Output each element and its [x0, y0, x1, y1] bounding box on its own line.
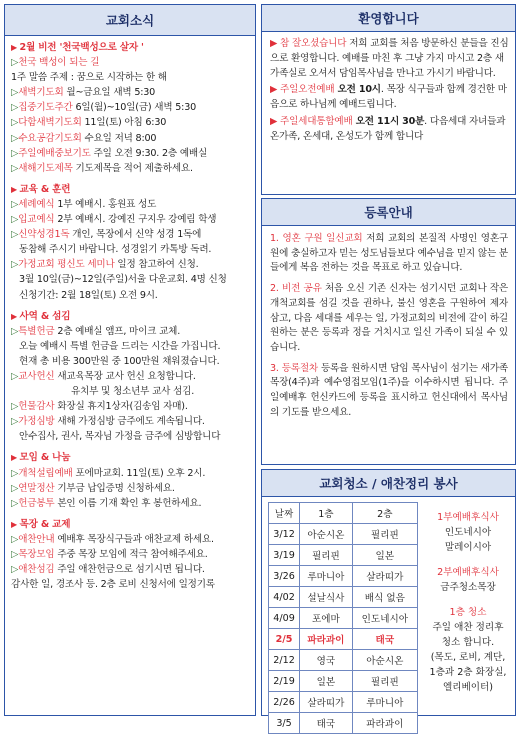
table-row: [269, 608, 418, 629]
cleaning-note-line: 금주청소목장: [440, 582, 496, 593]
table-cell: 일본: [300, 671, 353, 692]
table-cell: 3/19: [269, 545, 300, 566]
table-cell: 4/02: [269, 587, 300, 608]
news-label: 가정교회 평신도 세미나: [18, 259, 115, 271]
welcome-text: . 목장 식구들과 함께 경건한 마음으로 하나님께 예배드립니다.: [270, 84, 507, 111]
news-label: 목장모임: [18, 549, 55, 560]
section-heading-text: 사역 & 섬김: [19, 310, 71, 322]
news-line: [11, 354, 251, 369]
table-row: [269, 650, 418, 671]
news-text: 주중 목장 모임에 적극 참여해주세요.: [54, 549, 208, 560]
table-cell: 아순시온: [300, 524, 353, 545]
cleaning-title: 교회청소 / 애찬정리 봉사: [262, 470, 515, 497]
welcome-item: [270, 37, 510, 81]
cleaning-note-line: 청소 합니다.: [441, 637, 495, 648]
news-line: [11, 399, 251, 414]
news-text: 신청기간: 2월 18일(토) 오전 9시.: [19, 289, 158, 301]
news-label: 교사헌신: [18, 370, 55, 382]
news-text: 주일 애찬헌금으로 섬기시면 됩니다.: [54, 564, 205, 576]
table-header-cell: 2층: [352, 503, 417, 524]
registration-text: 처음 오신 기존 신자는 섬기시던 교회나 작은 개척교회를 섬길 것을 권하나, 불신 영혼을 구원하여 제자 삼고, 다음 세대를 세우는 일, 가정교회의 비전에 같이 하길 원하는 분은 등록과 정을 거치시고 일신 가족이 되실 수 있습니다.: [270, 283, 508, 353]
news-line: [11, 324, 251, 339]
arrow-icon: ▷: [11, 57, 19, 69]
news-text: 오늘 예배시 특별 헌금을 드리는 시간을 가집니다.: [19, 340, 221, 352]
table-cell: 3/12: [269, 524, 300, 545]
news-line: [11, 212, 251, 227]
news-text: 안수집사, 권사, 목자님 가정을 금주에 심방합니다: [19, 431, 221, 443]
arrow-icon: ▷: [11, 497, 19, 509]
news-text: 새해 가정심방 금주에도 계속됩니다.: [54, 416, 205, 428]
news-line: [11, 562, 251, 577]
cleaning-note-line: 주일 애찬 정리후: [432, 622, 504, 633]
news-label: 신약성경1독: [18, 229, 70, 241]
table-cell: 필리핀: [300, 545, 353, 566]
news-line: [11, 100, 251, 115]
table-row: [269, 692, 418, 713]
triangle-icon: ▶: [11, 519, 20, 529]
news-text: 예배후 목장식구들과 애찬교제 하세요.: [54, 533, 214, 545]
news-label: 세례예식: [18, 198, 55, 210]
triangle-icon: ▶: [270, 38, 281, 49]
news-text: 감사한 일, 경조사 등. 2층 로비 신청서에 일정기록: [11, 579, 215, 591]
church-news-panel: [4, 4, 256, 716]
news-text: 월~금요일 새벽 5:30: [63, 87, 156, 99]
table-cell: 파라과이: [352, 713, 417, 734]
arrow-icon: ▷: [11, 416, 19, 428]
table-cell: 태국: [352, 629, 417, 650]
news-line: [11, 547, 251, 562]
registration-label: 1. 영혼 구원 일신교회: [270, 233, 363, 244]
arrow-icon: ▷: [11, 162, 19, 174]
news-line: [11, 339, 251, 354]
news-line: [11, 146, 251, 161]
table-cell: 영국: [300, 650, 353, 671]
news-text: 동참해 주시기 바랍니다. 성경읽기 카톡방 독려.: [19, 244, 212, 256]
news-label: 새벽기도회: [18, 87, 64, 99]
news-label: 수요공감기도회: [18, 132, 82, 144]
news-text: 1주 말씀 주제 : 꿈으로 시작하는 한 해: [11, 72, 167, 84]
table-row: [269, 713, 418, 734]
section-heading-text: 교육 & 훈련: [19, 183, 71, 195]
cleaning-note-line: 말레이시아: [444, 542, 492, 553]
arrow-icon: ▷: [11, 147, 19, 159]
cleaning-note-line: 인도네시아: [444, 527, 492, 538]
cleaning-schedule-table: [268, 502, 418, 734]
news-label: 주일예배중보기도: [18, 147, 91, 159]
section-heading: [11, 450, 251, 465]
news-label: 애찬안내: [18, 533, 55, 545]
welcome-label: 주일세대통합예배: [280, 115, 353, 127]
news-text: 기부금 납입증명 신청하세요.: [54, 482, 175, 494]
news-text: 수요일 저녁 8:00: [81, 132, 157, 144]
news-text: 포에마교회. 11일(토) 오후 2시.: [72, 467, 206, 479]
cleaning-panel: [261, 469, 516, 730]
news-line: [11, 532, 251, 547]
news-text: 개인, 목장에서 신약 성경 1독에: [69, 229, 202, 241]
cleaning-notes: [423, 502, 513, 710]
arrow-icon: ▷: [11, 564, 19, 576]
table-cell: 설날식사: [300, 587, 353, 608]
cleaning-note-title: 1부예배후식사: [437, 512, 499, 523]
arrow-icon: ▷: [11, 549, 19, 560]
cleaning-note-title: 2부예배후식사: [437, 567, 499, 578]
table-row: [269, 587, 418, 608]
table-cell: 필리핀: [352, 524, 417, 545]
section-heading: [11, 40, 251, 55]
table-cell: 2/5: [269, 629, 300, 650]
section-heading: [11, 309, 251, 324]
news-label: 입교예식: [18, 214, 55, 226]
arrow-icon: ▷: [11, 102, 19, 114]
cleaning-note-line: (목도, 로비, 계단,: [430, 652, 506, 663]
arrow-icon: ▷: [11, 87, 19, 99]
news-text: 주일 오전 9:30. 2층 예배실: [90, 147, 208, 159]
news-line: [11, 429, 251, 444]
table-row: [269, 629, 418, 650]
news-text: 기도제목을 적어 제출하세요.: [72, 162, 193, 174]
table-cell: 2/19: [269, 671, 300, 692]
registration-text: 등록을 원하시면 담임 목사님이 섬기는 새가족목장(4주)과 예수영접모임(1주)을 이수하시면 됩니다. 주일예배후 헌신카드에 등록을 표시하고 헌신대에서 목사님의 기도를 받으세요.: [270, 362, 508, 418]
arrow-icon: ▷: [11, 401, 19, 413]
table-row: [269, 566, 418, 587]
triangle-icon: ▶: [270, 84, 281, 96]
news-line: [11, 70, 251, 85]
arrow-icon: ▷: [11, 198, 19, 210]
news-line: [11, 384, 251, 399]
registration-title: 등록안내: [262, 199, 515, 226]
registration-label: 3. 등록절차: [270, 362, 318, 374]
church-news-content: [5, 36, 255, 592]
arrow-icon: ▷: [11, 229, 19, 241]
news-text: 3월 10일(금)~12일(주일)서울 다운교회. 4명 신청: [19, 274, 227, 286]
news-label: 헌물감사: [18, 401, 55, 413]
table-cell: 살라띠가: [352, 566, 417, 587]
news-label: 특별헌금: [18, 325, 55, 337]
registration-panel: [261, 198, 516, 465]
news-text: 2부 예배시. 강예진 구지우 강예림 학생: [54, 214, 217, 226]
welcome-label: 주일오전예배: [280, 84, 335, 96]
table-header-cell: 1층: [300, 503, 353, 524]
welcome-text: 저희 교회를 처음 방문하신 분들을 진심으로 환영합니다. 예배를 마친 후 그냥 가지 마시고 2층 새가족실로 오셔서 담임목사님을 만나고 가시기 바랍니다.: [270, 38, 509, 79]
triangle-icon: ▶: [11, 453, 20, 463]
arrow-icon: ▷: [11, 533, 19, 545]
cleaning-note: [423, 565, 513, 595]
news-line: [11, 257, 251, 272]
news-line: [11, 227, 251, 242]
section-heading: [11, 517, 251, 532]
registration-item: [270, 362, 508, 421]
table-cell: 포에마: [300, 608, 353, 629]
arrow-icon: ▷: [11, 370, 19, 382]
table-cell: 루마니아: [300, 566, 353, 587]
news-label: 새해기도제목: [18, 162, 73, 174]
registration-content: [262, 226, 515, 420]
news-label: 헌금봉투: [18, 497, 55, 509]
welcome-title: 환영합니다: [262, 5, 515, 32]
news-label: 가정심방: [18, 416, 55, 428]
news-line: [11, 481, 251, 496]
arrow-icon: ▷: [11, 325, 19, 337]
triangle-icon: ▶: [11, 184, 20, 194]
table-header-row: [269, 503, 418, 524]
welcome-item: [270, 83, 510, 113]
news-label: 다함새벽기도회: [18, 117, 82, 129]
triangle-icon: ▶: [270, 115, 281, 127]
table-cell: 2/12: [269, 650, 300, 671]
cleaning-note: [423, 605, 513, 695]
arrow-icon: ▷: [11, 117, 19, 129]
news-text: 2층 예배실 앰프, 마이크 교체.: [54, 325, 181, 337]
news-line: [11, 369, 251, 384]
news-text: 현재 총 비용 300만원 중 100만원 채워졌습니다.: [19, 355, 220, 367]
welcome-panel: [261, 4, 516, 195]
welcome-text: . 다음세대 자녀들과 온가족, 온세대, 온성도가 함께 합니다: [270, 115, 506, 142]
registration-label: 2. 비전 공유: [270, 283, 322, 295]
table-cell: 배식 없음: [352, 587, 417, 608]
triangle-icon: ▶: [11, 43, 20, 52]
news-line: [11, 161, 251, 176]
table-cell: 살라띠가: [300, 692, 353, 713]
table-cell: 4/09: [269, 608, 300, 629]
table-row: [269, 671, 418, 692]
table-row: [269, 524, 418, 545]
church-news-title: 교회소식: [5, 5, 255, 36]
news-text: 6일(월)~10일(금) 새벽 5:30: [72, 102, 197, 114]
registration-text: 저희 교회의 본질적 사명인 영혼구원에 충실하고자 믿는 성도님들보다 예수님을 믿지 않는 분들에게 복음 전하는 것을 목표로 하고 있습니다.: [270, 233, 508, 274]
section-heading-text: 모임 & 나눔: [19, 452, 71, 464]
welcome-content: [262, 32, 515, 145]
news-line: [11, 466, 251, 481]
news-line: [11, 242, 251, 257]
news-line: [11, 496, 251, 511]
table-cell: 일본: [352, 545, 417, 566]
news-text: 일정 참고하여 신청.: [114, 259, 199, 271]
table-cell: 파라과이: [300, 629, 353, 650]
triangle-icon: ▶: [11, 311, 20, 321]
news-text: 본인 이름 기재 확인 후 봉헌하세요.: [54, 497, 202, 509]
news-label: 연말정산: [18, 482, 55, 494]
welcome-time: 오전 10시: [334, 84, 381, 96]
news-line: [11, 55, 251, 70]
section-heading-text: 2월 비전 '천국백성으로 살자 ': [19, 42, 144, 53]
news-line: [11, 288, 251, 303]
table-cell: 2/26: [269, 692, 300, 713]
news-line: [11, 414, 251, 429]
arrow-icon: ▷: [11, 214, 19, 226]
news-line: [11, 272, 251, 287]
news-label: 집중기도주간: [18, 102, 73, 114]
news-text: 화장실 휴지1상자(김송임 자매).: [54, 401, 188, 413]
news-text: 새교육목장 교사 헌신 요청합니다.: [54, 370, 196, 382]
news-text: 유치부 및 청소년부 교사 섬김.: [71, 386, 195, 398]
cleaning-note-line: 1층과 2층 화장실,: [429, 667, 507, 678]
table-cell: 3/5: [269, 713, 300, 734]
news-line: [11, 577, 251, 592]
news-line: [11, 131, 251, 146]
arrow-icon: ▷: [11, 259, 19, 271]
news-label: 천국 백성이 되는 길: [18, 57, 100, 69]
cleaning-note: [423, 510, 513, 555]
table-cell: 루마니아: [352, 692, 417, 713]
news-line: [11, 85, 251, 100]
section-heading: [11, 182, 251, 197]
arrow-icon: ▷: [11, 132, 19, 144]
news-text: 1부 예배시. 홍원표 성도: [54, 198, 157, 210]
cleaning-note-line: 엘리베이터): [442, 682, 494, 693]
registration-item: [270, 282, 508, 356]
table-header-cell: 날짜: [269, 503, 300, 524]
arrow-icon: ▷: [11, 482, 19, 494]
table-cell: 태국: [300, 713, 353, 734]
table-row: [269, 545, 418, 566]
cleaning-note-title: 1층 청소: [449, 607, 487, 618]
arrow-icon: ▷: [11, 467, 19, 479]
section-heading-text: 목장 & 교제: [19, 518, 71, 530]
news-text: 11일(토) 아침 6:30: [81, 117, 167, 129]
news-line: [11, 115, 251, 130]
right-column: [261, 4, 516, 730]
registration-item: [270, 232, 508, 276]
table-cell: 필리핀: [352, 671, 417, 692]
table-cell: 아순시온: [352, 650, 417, 671]
news-label: 애찬섬김: [18, 564, 55, 576]
table-cell: 3/26: [269, 566, 300, 587]
welcome-label: 참 잘오셨습니다: [280, 38, 347, 49]
news-line: [11, 197, 251, 212]
welcome-time: 오전 11시 30분: [352, 115, 425, 127]
welcome-item: [270, 115, 510, 145]
news-label: 개척설립예배: [18, 467, 73, 479]
table-cell: 인도네시아: [352, 608, 417, 629]
